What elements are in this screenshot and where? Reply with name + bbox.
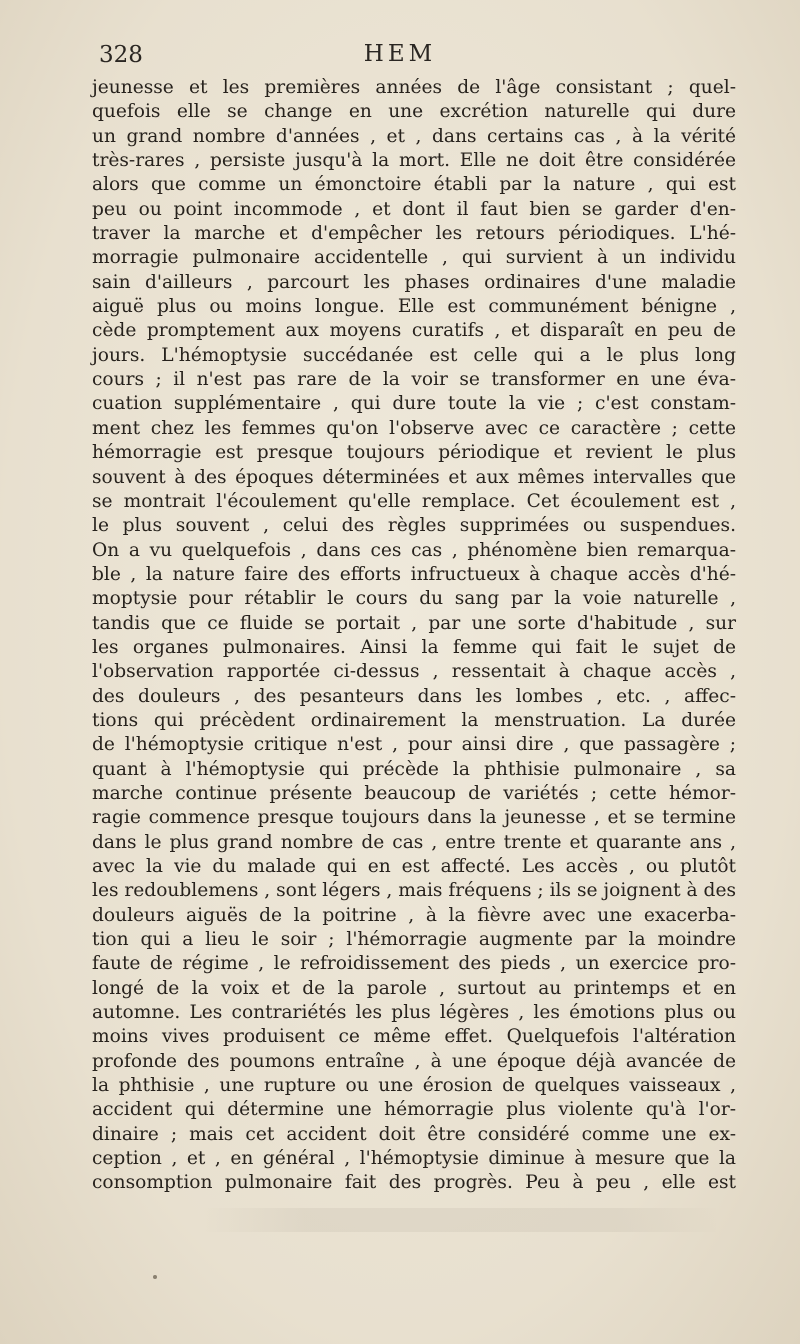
text-line: dans le plus grand nombre de cas , entre trente et quarante ans , [92,831,736,853]
text-line: alors que comme un émonctoire établi par la nature , qui est [92,174,736,196]
text-line: quefois elle se change en une excrétion naturelle qui dure [92,101,736,123]
text-line: les organes pulmonaires. Ainsi la femme qui fait le sujet de [92,636,736,658]
text-line: le plus souvent , celui des règles supprimées ou suspendues. [92,515,736,537]
text-line: morragie pulmonaire accidentelle , qui survient à un individu [92,247,736,269]
text-line: cuation supplémentaire , qui dure toute la vie ; c'est constam- [92,393,736,415]
text-line: aiguë plus ou moins longue. Elle est communément bénigne , [92,296,736,318]
text-line: tandis que ce fluide se portait , par une sorte d'habitude , sur [92,612,736,634]
text-line: la phthisie , une rupture ou une érosion de quelques vaisseaux , [92,1075,736,1097]
text-line: souvent à des époques déterminées et aux mêmes intervalles que [92,466,736,488]
text-line: de l'hémoptysie critique n'est , pour ainsi dire , que passagère ; [92,734,736,756]
text-line: cours ; il n'est pas rare de la voir se transformer en une éva- [92,369,736,391]
text-line: ble , la nature faire des efforts infructueux à chaque accès d'hé- [92,563,736,585]
text-line: tions qui précèdent ordinairement la menstruation. La durée [92,709,736,731]
text-line: ception , et , en général , l'hémoptysie diminue à mesure que la [92,1148,736,1170]
text-line: dinaire ; mais cet accident doit être considéré comme une ex- [92,1123,736,1145]
text-line: moins vives produisent ce même effet. Quelquefois l'altération [92,1026,736,1048]
text-line: automne. Les contrariétés les plus légères , les émotions plus ou [92,1002,736,1024]
text-line: longé de la voix et de la parole , surtout au printemps et en [92,977,736,999]
ink-bleed-through [200,1208,720,1232]
text-line: très-rares , persiste jusqu'à la mort. Elle ne doit être considérée [92,150,736,172]
text-line: douleurs aiguës de la poitrine , à la fièvre avec une exacerba- [92,904,736,926]
text-line: quant à l'hémoptysie qui précède la phthisie pulmonaire , sa [92,758,736,780]
page-number: 328 [99,42,143,68]
text-line: ment chez les femmes qu'on l'observe avec ce caractère ; cette [92,417,736,439]
text-line: profonde des poumons entraîne , à une époque déjà avancée de [92,1050,736,1072]
text-line: faute de régime , le refroidissement des pieds , un exercice pro- [92,953,736,975]
text-line: On a vu quelquefois , dans ces cas , phénomène bien remarqua- [92,539,736,561]
text-line: se montrait l'écoulement qu'elle remplace. Cet écoulement est , [92,490,736,512]
text-line: jeunesse et les premières années de l'âge consistant ; quel- [92,77,736,98]
paper-speck [153,1275,157,1279]
text-line: jours. L'hémoptysie succédanée est celle qui a le plus long [92,344,736,366]
body-text [92,76,736,1196]
text-line: accident qui détermine une hémorragie plus violente qu'à l'or- [92,1099,736,1121]
text-line: l'observation rapportée ci-dessus , ressentait à chaque accès , [92,661,736,683]
text-line: ragie commence presque toujours dans la jeunesse , et se termine [92,807,736,829]
text-line: tion qui a lieu le soir ; l'hémorragie augmente par la moindre [92,929,736,951]
text-line: moptysie pour rétablir le cours du sang par la voie naturelle , [92,588,736,610]
text-line: traver la marche et d'empêcher les retours périodiques. L'hé- [92,223,736,245]
text-line: cède promptement aux moyens curatifs , et disparaît en peu de [92,320,736,342]
text-line: les redoublemens , sont légers , mais fréquens ; ils se joignent à des [92,880,736,902]
text-line: marche continue présente beaucoup de variétés ; cette hémor- [92,782,736,804]
text-line: hémorragie est presque toujours périodique et revient le plus [92,442,736,464]
text-line: sain d'ailleurs , parcourt les phases ordinaires d'une maladie [92,271,736,293]
text-line: consomption pulmonaire fait des progrès. Peu à peu , elle est [92,1172,736,1194]
running-head: HEM [363,41,437,67]
text-line: avec la vie du malade qui en est affecté. Les accès , ou plutôt [92,856,736,877]
text-line: des douleurs , des pesanteurs dans les lombes , etc. , affec- [92,685,736,707]
page-header [0,38,800,78]
text-line: peu ou point incommode , et dont il faut bien se garder d'en- [92,198,736,220]
text-line: un grand nombre d'années , et , dans certains cas , à la vérité [92,125,736,147]
